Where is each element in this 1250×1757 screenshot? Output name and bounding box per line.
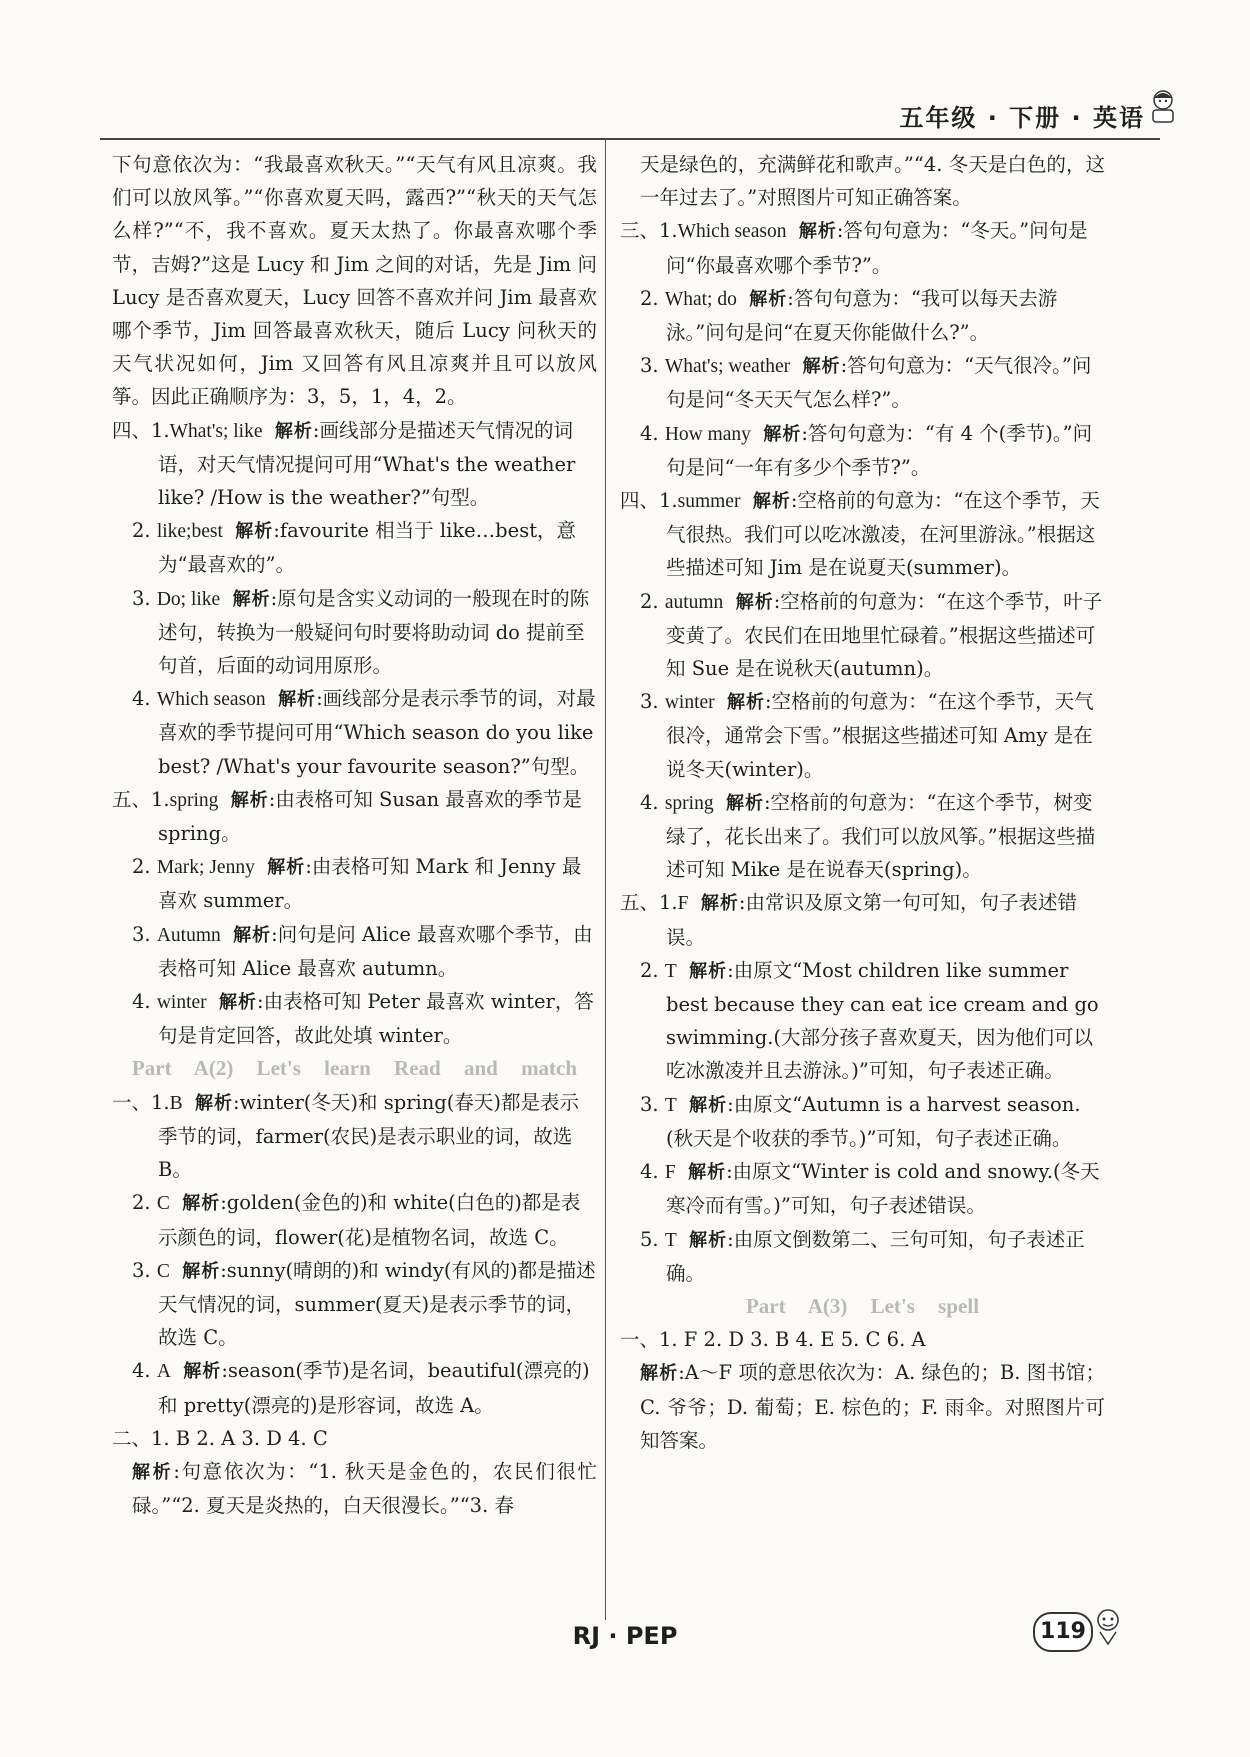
answer-item: 四、1.summer 解析:空格前的句意为：“在这个季节，天气很热。我们可以吃冰激凌，在河里游泳。”根据这些描述可知 Jim 是在说夏天(summer)。 bbox=[620, 489, 1100, 580]
answer-item: 4. winter 解析:由表格可知 Peter 最喜欢 winter，答句是肯定回答，故此处填 winter。 bbox=[132, 990, 594, 1048]
answer-item: 2. autumn 解析:空格前的句意为：“在这个季节，叶子变黄了。农民们在田地里忙碌着。”根据这些描述可知 Sue 是在说秋天(autumn)。 bbox=[640, 589, 1103, 681]
answer-item: 4. spring 解析:空格前的句意为：“在这个季节，树变绿了，花长出来了。我们可以放风筝。”根据这些描述可知 Mike 是在说春天(spring)。 bbox=[640, 790, 1096, 882]
section-2-explanation: 解析:句意依次为：“1. 秋天是金色的，农民们很忙碌。”“2. 夏天是炎热的，白天很漫长。”“3. 春 bbox=[132, 1459, 598, 1518]
cartoon-mascot-icon bbox=[1092, 1606, 1124, 1646]
answer-item: 3. T 解析:由原文“Autumn is a harvest season.(秋天是个收获的季节。)”可知，句子表述正确。 bbox=[640, 1092, 1081, 1150]
page-number: 119 bbox=[1033, 1612, 1093, 1652]
left-section-4 bbox=[112, 414, 597, 783]
left-column bbox=[112, 148, 597, 1522]
answer-item: 3. What's; weather 解析:答句句意为：“天气很冷。”问句是问“冬天天气怎么样?”。 bbox=[640, 354, 1092, 412]
answer-item: 4. F 解析:由原文“Winter is cold and snowy.(冬天寒冷而有雪。)”可知，句子表述错误。 bbox=[640, 1160, 1100, 1218]
answer-item: 四、1.What's; like 解析:画线部分是描述天气情况的词语，对天气情况提问可用“What's the weather like? /How is the weather?”句型。 bbox=[112, 418, 576, 510]
answer-item: 3. Autumn 解析:问句是问 Alice 最喜欢哪个季节，由表格可知 Alice 最喜欢 autumn。 bbox=[132, 922, 593, 980]
answer-item: 五、1.spring 解析:由表格可知 Susan 最喜欢的季节是 spring。 bbox=[112, 787, 582, 846]
answer-item: 2. Mark; Jenny 解析:由表格可知 Mark 和 Jenny 最喜欢 summer。 bbox=[132, 855, 582, 913]
answer-item: 3. winter 解析:空格前的句意为：“在这个季节，天气很冷，通常会下雪。”根据这些描述可知 Amy 是在说冬天(winter)。 bbox=[640, 690, 1094, 781]
column-divider bbox=[605, 140, 606, 1620]
section-heading: Part A(2) Let's learn Read and match bbox=[131, 1056, 578, 1081]
left-section-1 bbox=[112, 1086, 597, 1422]
answer-item: 三、1.Which season 解析:答句句意为：“冬天。”问句是问“你最喜欢哪个季节?”。 bbox=[620, 219, 1088, 277]
right-section-3 bbox=[620, 214, 1105, 484]
student-mascot-icon bbox=[1148, 88, 1178, 124]
continued-explanation: 天是绿色的，充满鲜花和歌声。”“4. 冬天是白色的，这一年过去了。”对照图片可知正确答案。 bbox=[640, 153, 1105, 210]
answer-item: 2. like;best 解析:favourite 相当于 like…best，意为“最喜欢的”。 bbox=[132, 519, 577, 577]
section-1-explanation: 解析:A～F 项的意思依次为：A. 绿色的；B. 图书馆；C. 爷爷；D. 葡萄；E. 棕色的；F. 雨伞。对照图片可知答案。 bbox=[640, 1361, 1105, 1452]
intro-paragraph: 下句意依次为：“我最喜欢秋天。”“天气有风且凉爽。我们可以放风筝。”“你喜欢夏天吗，露西?”“秋天的天气怎么样?”“不，我不喜欢。夏天太热了。你最喜欢哪个季节，吉姆?”这是 Lucy 和 Jim 之间的对话，先是 Jim 问 Lucy 是否喜欢夏天，Lucy 回答不喜欢并问 Jim 最喜欢哪个季节，Jim 回答最喜欢秋天，随后 Lucy 问秋天的天气状况如何，Jim 又回答有风且凉爽并且可以放风筝。因此正确顺序为：3，5，1，4，2。 bbox=[112, 153, 597, 409]
header-rule bbox=[100, 138, 1160, 140]
answer-item: 4. A 解析:season(季节)是名词，beautiful(漂亮的)和 pretty(漂亮的)是形容词，故选 A。 bbox=[132, 1359, 590, 1417]
page-header: 五年级 · 下册 · 英语 bbox=[899, 104, 1145, 132]
answer-item: 3. Do; like 解析:原句是含实义动词的一般现在时的陈述句，转换为一般疑问句时要将助动词 do 提前至句首，后面的动词用原形。 bbox=[132, 586, 590, 678]
edition-label: RJ · PEP bbox=[572, 1622, 678, 1650]
answer-item: 2. What; do 解析:答句句意为：“我可以每天去游泳。”问句是问“在夏天你能做什么?”。 bbox=[640, 286, 1058, 345]
right-section-4 bbox=[620, 484, 1105, 886]
answer-item: 5. T 解析:由原文倒数第二、三句可知，句子表述正确。 bbox=[640, 1227, 1085, 1285]
answer-item: 五、1.F 解析:由常识及原文第一句可知，句子表述错误。 bbox=[620, 891, 1077, 949]
right-column bbox=[620, 148, 1105, 1457]
right-section-5 bbox=[620, 886, 1105, 1289]
left-section-5 bbox=[112, 783, 597, 1053]
section-heading: Part A(3) Let's spell bbox=[745, 1293, 980, 1318]
section-2-answers: 二、1. B 2. A 3. D 4. C bbox=[112, 1426, 328, 1450]
answer-item: 2. C 解析:golden(金色的)和 white(白色的)都是表示颜色的词，flower(花)是植物名词，故选 C。 bbox=[132, 1191, 581, 1249]
answer-item: 3. C 解析:sunny(晴朗的)和 windy(有风的)都是描述天气情况的词，summer(夏天)是表示季节的词，故选 C。 bbox=[132, 1258, 596, 1350]
answer-item: 一、1.B 解析:winter(冬天)和 spring(春天)都是表示季节的词，farmer(农民)是表示职业的词，故选 B。 bbox=[112, 1090, 580, 1182]
answer-item: 4. How many 解析:答句句意为：“有 4 个(季节)。”问句是问“一年有多少个季节?”。 bbox=[640, 421, 1093, 479]
answer-item: 2. T 解析:由原文“Most children like summer best because they can eat ice cream and go swimming.(大部分孩子喜欢夏天，因为他们可以吃冰激凌并且去游泳。)”可知，句子表述正确。 bbox=[640, 958, 1099, 1083]
answer-item: 4. Which season 解析:画线部分是表示季节的词，对最喜欢的季节提问可用“Which season do you like best? /What's your favourite season?”句型。 bbox=[132, 687, 596, 778]
section-1-answers: 一、1. F 2. D 3. B 4. E 5. C 6. A bbox=[620, 1328, 926, 1352]
